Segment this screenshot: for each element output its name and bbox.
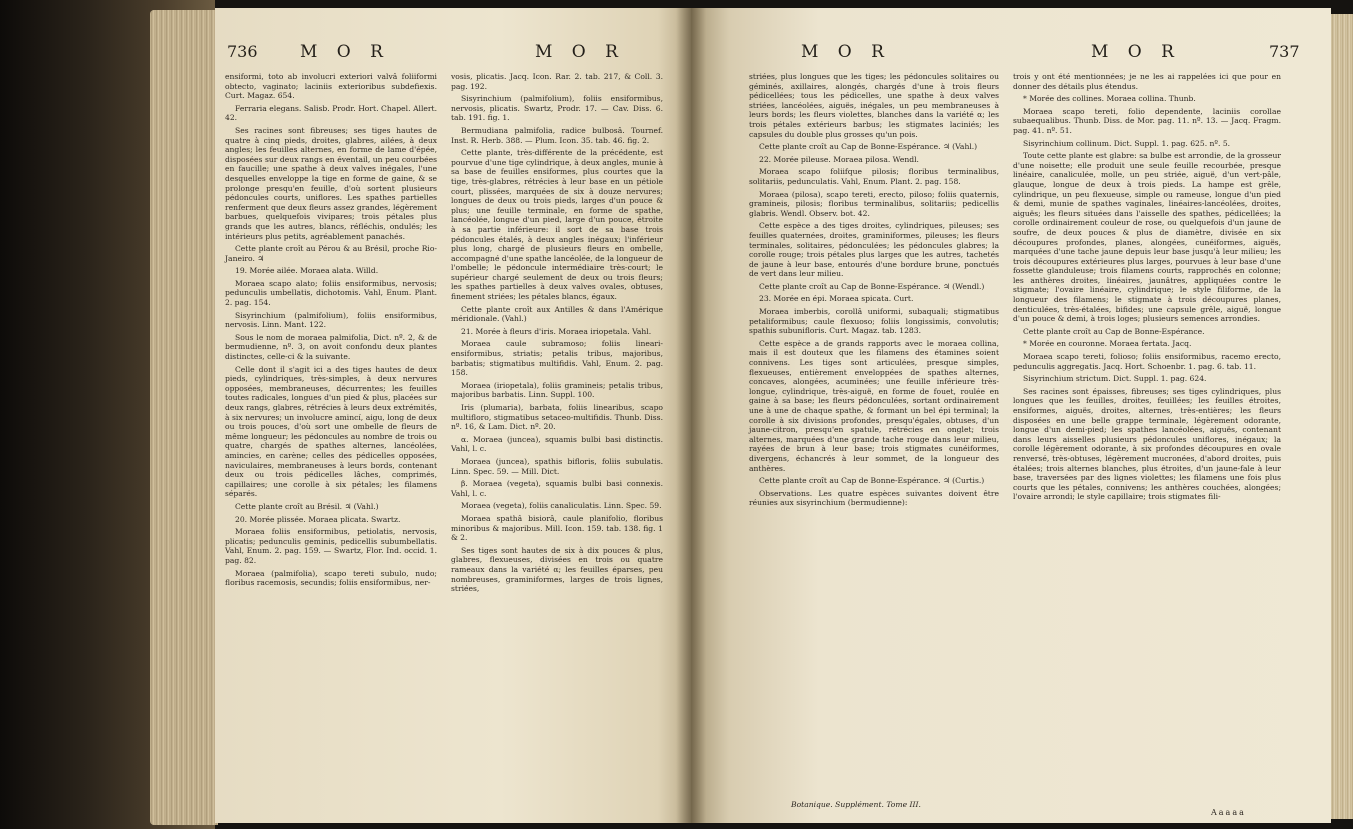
text-paragraph: Moraea spathâ bisiorâ, caule planifolio, floribus minoribus & majoribus. Mill. Icon. 159. tab. 138. fig. 1 & 2. (451, 513, 663, 543)
book-gutter-shadow (676, 8, 706, 823)
text-paragraph: ensiformi, toto ab involucri exteriori valvâ foliiformi obtecto, vaginato; laciniis exterioribus subdefiexis. Curt. Magaz. 654. (225, 72, 437, 101)
page-edges-right (1331, 14, 1353, 819)
text-paragraph: trois y ont été mentionnées; je ne les ai rappelées ici que pour en donner des détails plus étendus. (1013, 72, 1281, 91)
text-paragraph: Cette plante, très-différente de la précédente, est pourvue d'une tige cylindrique, à deux angles, munie à sa base de feuilles ensiformes, plus courtes que la tige, très-glabres, rétrécies à leur base en un pétiole court, plissées, marquées de six à douze nervures; longues de deux ou trois pieds, larges d'un pouce & plus; une feuille terminale, en forme de spathe, lancéolée, longue d'un pied, large d'un pouce, étroite à sa partie inférieure: il sort de sa base trois pédoncules étalés, à deux angles inégaux; l'inférieur plus long, chargé de plusieurs fleurs en ombelle, accompagné d'une spathe lancéolée, de la longueur de l'ombelle; le pédoncule intermédiaire très-court; le supérieur chargé seulement de deux ou trois fleurs; les spathes partielles à deux valves ovales, obtuses, finement striées; les pétales blancs, égaux. (451, 148, 663, 302)
text-paragraph: Cette plante croît au Cap de Bonne-Espérance. (1023, 326, 1205, 336)
text-paragraph: * Morée en couronne. Moraea fertata. Jacq. (1023, 339, 1192, 349)
text-paragraph: Sisyrinchium (palmifolium), foliis ensiformibus, nervosis, plicatis. Swartz, Prodr. 17. — Cav. Diss. 6. tab. 191. fig. 1. (451, 94, 663, 123)
running-head-left-a: M O R (300, 42, 390, 62)
text-paragraph: Moraea caule subramoso; foliis lineari-ensiformibus, striatis; petalis tribus, majoribus, barbatis; stigmatibus multifidis. Vahl, Enum. 2. pag. 158. (451, 339, 663, 378)
text-paragraph: * Morée des collines. Moraea collina. Thunb. (1023, 94, 1196, 104)
text-paragraph: Moraea scapo tereti, folio dependente, laciniis corollae subaequalibus. Thunb. Diss. de Mor. pag. 11. nº. 13. — Jacq. Fragm. pag. 41. nº. 51. (1013, 106, 1281, 135)
text-paragraph: Moraea scapo tereti, folioso; foliis ensiformibus, racemo erecto, pedunculis aggregatis. Jacq. Hort. Schoenbr. 1. pag. 6. tab. 11. (1013, 352, 1281, 371)
text-paragraph: Observations. Les quatre espèces suivantes doivent être réunies aux sisyrinchium (bermudienne): (749, 488, 999, 508)
text-paragraph: 20. Morée plissée. Moraea plicata. Swartz. (235, 514, 401, 524)
text-paragraph: 22. Morée pileuse. Moraea pilosa. Wendl. (759, 154, 919, 164)
right-page-column-1 (749, 72, 999, 511)
text-paragraph: 21. Morée à fleurs d'iris. Moraea iriopetala. Vahl. (461, 326, 652, 336)
text-paragraph: vosis, plicatis. Jacq. Icon. Rar. 2. tab. 217, & Coll. 3. pag. 192. (451, 72, 663, 91)
text-paragraph: α. Moraea (juncea), squamis bulbi basi distinctis. Vahl, l. c. (451, 434, 663, 454)
printer-signature-mark: Aaaaa (1211, 808, 1246, 817)
running-head-left-b: M O R (535, 42, 625, 62)
right-page (691, 8, 1331, 823)
page-number-right: 737 (1269, 42, 1300, 61)
page-number-left: 736 (227, 42, 258, 61)
text-paragraph: Moraea (palmifolia), scapo tereti subulo, nudo; floribus racemosis, secundis; foliis ensiformibus, ner- (225, 568, 437, 588)
text-paragraph: Cette espèce a des tiges droites, cylindriques, pileuses; ses feuilles quaternées, droites, graminiformes, pileuses; les fleurs terminales, solitaires, pédonculées; les pédoncules glabres; la corolle rouge; trois pétales plus larges que les autres, tachetés de jaune à leur base, entourés d'une bordure brune, ponctués de vert dans leur milieu. (749, 221, 999, 279)
running-head-right-a: M O R (801, 42, 891, 62)
text-paragraph: Sisyrinchium (palmifolium), foliis ensiformibus, nervosis. Linn. Mant. 122. (225, 310, 437, 330)
page-edges-left (150, 10, 218, 825)
text-paragraph: Iris (plumaria), barbata, foliis linearibus, scapo multifloro, stigmatibus setaceo-multifidis. Thunb. Diss. nº. 16, & Lam. Dict. nº. 20. (451, 403, 663, 432)
left-page-column-1 (225, 72, 437, 591)
volume-footer: Botanique. Supplément. Tome III. (791, 800, 921, 809)
text-paragraph: Toute cette plante est glabre: sa bulbe est arrondie, de la grosseur d'une noisette; elle produit une seule feuille recourbée, presque linéaire, canaliculée, molle, un peu striée, aiguë, d'un vert-pâle, glauque, longue de deux à trois pieds. La hampe est grêle, cylindrique, un peu flexueuse, simple ou rameuse, longue d'un pied & demi, munie de spathes vaginales, linéaires-lancéolées, droites, aiguës; les fleurs situées dans l'aisselle des spathes, pédicellées; la corolle ordinairement couleur de rose, ou quelquefois d'un jaune de soufre, de deux pouces & plus de diamètre, divisée en six découpures profondes, planes, alongées, cunéiformes, aiguës, marquées d'une tache jaune depuis leur base jusqu'à leur milieu; les trois découpures extérieures plus larges, pourvues à leur base d'une fossette glanduleuse; trois filamens courts, rapprochés en colonne; les anthères droites, linéaires, jaunâtres, appliquées contre le stigmate; l'ovaire linéaire, cylindrique; le style filiforme, de la longueur des filamens; le stigmate à trois découpures planes, denticulées, très-étalées, bifides; une capsule grêle, aiguë, longue d'un pouce & demi, à trois loges; plusieurs semences arrondies. (1013, 151, 1281, 324)
text-paragraph: Sisyrinchium strictum. Dict. Suppl. 1. pag. 624. (1023, 374, 1207, 384)
right-page-column-2 (1013, 72, 1281, 505)
text-paragraph: Moraea scapo foliifque pilosis; floribus terminalibus, solitariis, pedunculatis. Vahl, Enum. Plant. 2. pag. 158. (749, 167, 999, 186)
text-paragraph: Moraea (pilosa), scapo tereti, erecto, piloso; foliis quaternis, gramineis, pilosis; floribus terminalibus, solitariis; pedicellis glabris. Wendl. Observ. bot. 42. (749, 189, 999, 218)
text-paragraph: Bermudiana palmifolia, radice bulbosâ. Tournef. Inst. R. Herb. 388. — Plum. Icon. 35. tab. 46. fig. 2. (451, 125, 663, 145)
text-paragraph: Cette plante croît aux Antilles & dans l'Amérique méridionale. (Vahl.) (451, 304, 663, 324)
left-page (215, 8, 691, 823)
text-paragraph: Ses tiges sont hautes de six à dix pouces & plus, glabres, flexueuses, divisées en trois ou quatre rameaux dans la variété α; les feuilles éparses, peu nombreuses, graminiformes, larges de trois lignes, striées, (451, 545, 663, 594)
text-paragraph: Cette plante croît au Cap de Bonne-Espérance. ♃ (Vahl.) (759, 142, 978, 152)
text-paragraph: Cette espèce a de grands rapports avec le moraea collina, mais il est douteux que les filamens des étamines soient connivens. Les tiges sont articulées, presque simples, flexueuses, entièrement enveloppées de spathes alternes, concaves, alongées, acuminées; une feuille inférieure très-longue, cylindrique, très-aiguë, en forme de fouet, roulée en gaine à sa base; les fleurs pédonculées, sortant ordinairement une à une de chaque spathe, & formant un bel épi terminal; la corolle à six divisions profondes, presqu'égales, obtuses, d'un jaune-citron, presqu'en spatule, rétrécies en onglet; trois alternes, marquées d'une grande tache rouge dans leur milieu, rayées de brun à leur base; trois stigmates cunéiformes, divergens, échancrés à leur sommet, de la longueur des anthères. (749, 338, 999, 473)
text-paragraph: Ses racines sont fibreuses; ses tiges hautes de quatre à cinq pieds, droites, glabres, ailées, à deux angles; les feuilles alternes, en forme de lame d'épée, disposées sur deux rangs en éventail, un peu courbées en faucille; une spathe à deux valves inégales, l'une desquelles enveloppe la tige en forme de gaine, & se prolonge presqu'en feuille, d'où sortent plusieurs pédoncules courts, uniflores. Les spathes partielles renferment que deux fleurs assez grandes, légèrement barbues, quelquefois vivipares; trois pétales plus grands que les autres, blancs, réfléchis, ondulés; les intérieurs plus petits, agréablement panachés. (225, 125, 437, 241)
text-paragraph: 19. Morée ailée. Moraea alata. Willd. (235, 266, 379, 276)
text-paragraph: Cette plante croît au Brésil. ♃ (Vahl.) (235, 501, 379, 511)
text-paragraph: β. Moraea (vegeta), squamis bulbi basi connexis. Vahl, l. c. (451, 479, 663, 498)
text-paragraph: Moraea scapo alato; foliis ensiformibus, nervosis; pedunculis umbellatis, dichotomis. Vahl, Enum. Plant. 2. pag. 154. (225, 278, 437, 308)
text-paragraph: Sous le nom de moraea palmifolia, Dict. nº. 2, & de bermudienne, nº. 3, on avoit confondu deux plantes distinctes, celle-ci & la suivante. (225, 332, 437, 362)
text-paragraph: striées, plus longues que les tiges; les pédoncules solitaires ou géminés, axillaires, alongés, chargés d'une à trois fleurs pédicellées; tous les pédicelles, une spathe à deux valves striées, lancéolées, aiguës, inégales, un peu membraneuses à leurs bords; les fleurs violettes, blanches dans la variété α; les trois pétales extérieurs barbus; les stigmates laciniés; les capsules du double plus grosses qu'un pois. (749, 72, 999, 139)
text-paragraph: Moraea imberbis, corollâ uniformi, subaquali; stigmatibus petaliformibus; caule flexuoso; foliis longissimis, convolutis; spathis subunifloris. Curt. Magaz. tab. 1283. (749, 307, 999, 336)
text-paragraph: Moraea (juncea), spathis bifloris, foliis subulatis. Linn. Spec. 59. — Mill. Dict. (451, 456, 663, 476)
text-paragraph: Celle dont il s'agit ici a des tiges hautes de deux pieds, cylindriques, très-simples, à deux nervures opposées, membraneuses, décurrentes; les feuilles toutes radicales, longues d'un pied & plus, placées sur deux rangs, glabres, rétrécies à leurs deux extrémités, à six nervures; un involucre amincí, aigu, long de deux ou trois pouces, d'où sort une ombelle de fleurs de même longueur; les pédoncules au nombre de trois ou quatre, chargés de spathes alternes, lancéolées, amincies, en carène; celles des pédicelles opposées, naviculaires, membraneuses à leurs bords, contenant deux ou trois pédicelles lâches, comprimés, capillaires; une corolle à six pétales; les filamens séparés. (225, 364, 437, 499)
text-paragraph: 23. Morée en épi. Moraea spicata. Curt. (759, 294, 914, 304)
text-paragraph: Ses racines sont épaisses, fibreuses; ses tiges cylindriques, plus longues que les feuilles, droites, feuillées; les feuilles étroites, ensiformes, aiguës, droites, alternes, très-entières; les fleurs disposées en une belle grappe terminale, légèrement odorante, longue d'un demi-pied; les spathes lancéolées, aiguës, contenant dans leurs aisselles plusieurs pédoncules uniflores, inégaux; la corolle légèrement odorante, à six profondes découpures en ovale renversé, très-obtuses, légèrement mucronées, d'abord droites, puis étalées; trois alternes blanches, plus étroites, d'un jaune-fale à leur base, traversées par des lignes violettes; les filamens une fois plus courts que les pétales, connivens; les anthères couchées, alongées; l'ovaire arrondi; le style capillaire; trois stigmates fili- (1013, 386, 1281, 502)
text-paragraph: Sisyrinchium collinum. Dict. Suppl. 1. pag. 625. nº. 5. (1023, 138, 1231, 148)
text-paragraph: Cette plante croît au Pérou & au Brésil, proche Rio-Janeiro. ♃ (225, 244, 437, 263)
running-head-right-b: M O R (1091, 42, 1181, 62)
text-paragraph: Cette plante croît au Cap de Bonne-Espérance. ♃ (Curtis.) (759, 476, 985, 486)
text-paragraph: Ferraria elegans. Salisb. Prodr. Hort. Chapel. Allert. 42. (225, 103, 437, 123)
text-paragraph: Moraea (vegeta), foliis canaliculatis. Linn. Spec. 59. (461, 501, 662, 511)
text-paragraph: Moraea foliis ensiformibus, petiolatis, nervosis, plicatis; pedunculis geminis, pedicellis subumbellatis. Vahl, Enum. 2. pag. 159. — Swartz, Flor. Ind. occid. 1. pag. 82. (225, 527, 437, 565)
left-page-column-2 (451, 72, 663, 597)
text-paragraph: Moraea (iriopetala), foliis gramineis; petalis tribus, majoribus barbatis. Linn. Suppl. 100. (451, 380, 663, 400)
text-paragraph: Cette plante croît au Cap de Bonne-Espérance. ♃ (Wendl.) (759, 281, 985, 291)
